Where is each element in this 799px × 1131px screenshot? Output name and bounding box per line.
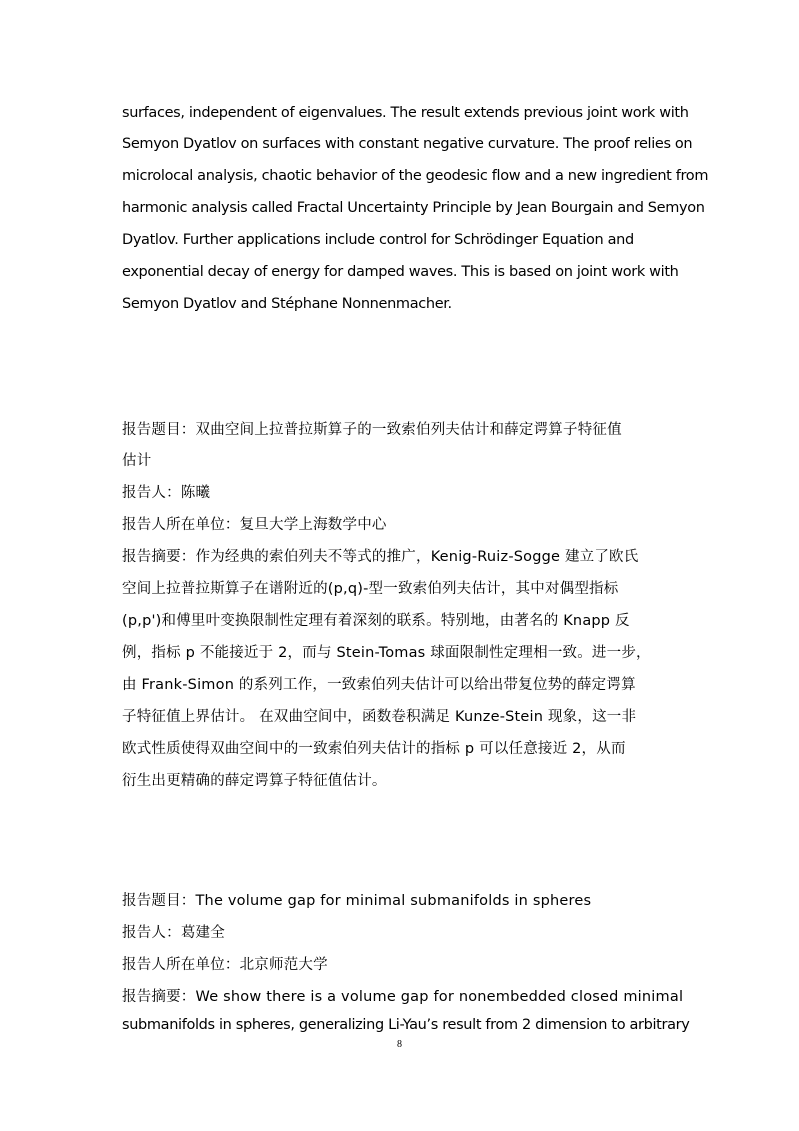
talk1-abstract-line-6: 子特征值上界估计。 在双曲空间中，函数卷积满足 Kunze-Stein 现象，这一非 <box>122 709 637 725</box>
talk1-title-label: 报告题目： <box>122 422 196 438</box>
talk1-title-line-1 <box>122 420 682 440</box>
talk2-speaker: 葛建全 <box>180 925 225 941</box>
talk2-speaker-label: 报告人： <box>122 925 181 941</box>
talk1-abstract-line-5: 由 Frank-Simon 的系列工作，一致索伯列夫估计可以给出带复位势的薛定谔算 <box>122 677 636 693</box>
talk2-title-line <box>122 891 682 911</box>
talk2-abstract-line-2: submanifolds in spheres, generalizing Li-Yau’s result from 2 dimension to arbitrary <box>122 1017 690 1033</box>
abstract-tail-line-6: exponential decay of energy for damped waves. This is based on joint work with <box>122 264 679 280</box>
talk1-affiliation-line <box>122 515 682 535</box>
talk1-abstract-line-8: 衍生出更精确的薛定谔算子特征值估计。 <box>122 773 387 789</box>
talk1-speaker-line <box>122 483 682 503</box>
talk2-title-label: 报告题目： <box>122 893 196 909</box>
talk1-abstract-line-4: 例，指标 p 不能接近于 2，而与 Stein-Tomas 球面限制性定理相一致。进一步， <box>122 645 651 661</box>
talk1-abstract-line-7: 欧式性质使得双曲空间中的一致索伯列夫估计的指标 p 可以任意接近 2，从而 <box>122 741 626 757</box>
talk1-speaker: 陈曦 <box>180 485 211 501</box>
talk2-affiliation: 北京师范大学 <box>239 957 328 973</box>
talk2-speaker-line <box>122 923 682 943</box>
talk2-abstract-text-1: We show there is a volume gap for nonembedded closed minimal <box>195 989 684 1005</box>
talk2-abstract-label: 报告摘要： <box>122 989 196 1005</box>
talk1-affiliation-label: 报告人所在单位： <box>122 517 240 533</box>
page-number: 8 <box>397 1039 402 1050</box>
abstract-tail-line-2: Semyon Dyatlov on surfaces with constant negative curvature. The proof relies on <box>122 136 693 152</box>
talk1-speaker-label: 报告人： <box>122 485 181 501</box>
talk2-affiliation-label: 报告人所在单位： <box>122 957 240 973</box>
talk1-abstract-line-2: 空间上拉普拉斯算子在谱附近的(p,q)-型一致索伯列夫估计，其中对偶型指标 <box>122 581 619 597</box>
talk2-title: The volume gap for minimal submanifolds in spheres <box>195 893 592 909</box>
talk1-abstract-line-3: (p,p')和傅里叶变换限制性定理有着深刻的联系。特别地，由著名的 Knapp 反 <box>122 613 630 629</box>
talk1-abstract-text-1: 作为经典的索伯列夫不等式的推广，Kenig-Ruiz-Sogge 建立了欧氏 <box>195 549 639 565</box>
talk1-abstract-line-1 <box>122 547 682 567</box>
abstract-tail-line-7: Semyon Dyatlov and Stéphane Nonnenmacher. <box>122 296 452 312</box>
talk2-affiliation-line <box>122 955 682 975</box>
abstract-tail-line-1: surfaces, independent of eigenvalues. The result extends previous joint work with <box>122 105 689 121</box>
talk1-abstract-label: 报告摘要： <box>122 549 196 565</box>
talk1-title-line-2: 估计 <box>122 453 152 469</box>
talk2-abstract-line-1 <box>122 987 682 1007</box>
abstract-tail-line-4: harmonic analysis called Fractal Uncertainty Principle by Jean Bourgain and Semyon <box>122 200 705 216</box>
talk1-title: 双曲空间上拉普拉斯算子的一致索伯列夫估计和薛定谔算子特征值 <box>195 422 622 438</box>
abstract-tail-line-5: Dyatlov. Further applications include control for Schrödinger Equation and <box>122 232 634 248</box>
talk1-affiliation: 复旦大学上海数学中心 <box>239 517 387 533</box>
abstract-tail-line-3: microlocal analysis, chaotic behavior of the geodesic flow and a new ingredient from <box>122 168 709 184</box>
